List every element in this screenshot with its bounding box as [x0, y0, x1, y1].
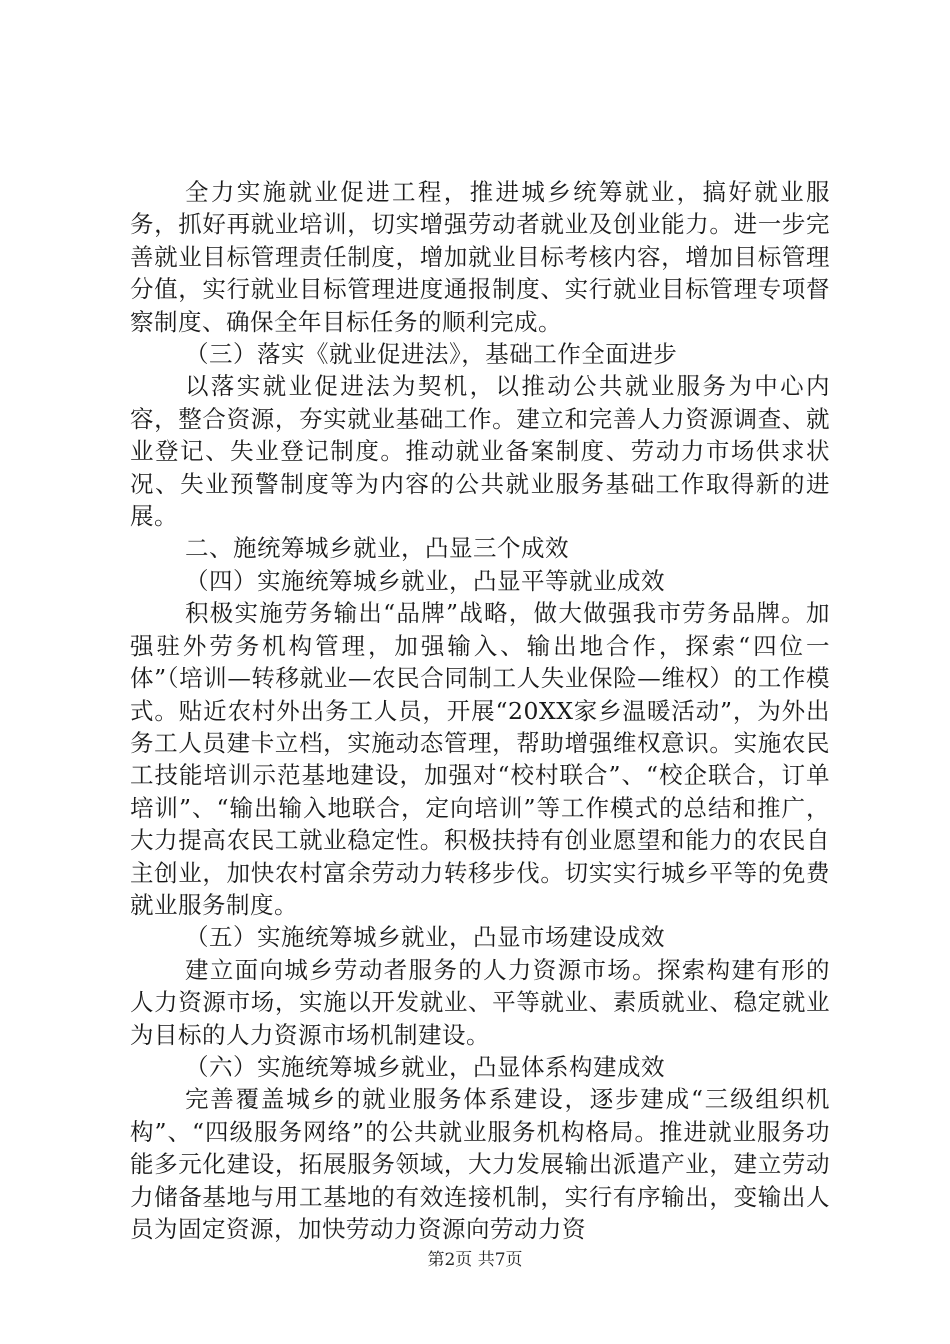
section-heading-4: （四）实施统筹城乡就业，凸显平等就业成效 [185, 566, 665, 595]
section-heading-5: （五）实施统筹城乡就业，凸显市场建设成效 [185, 923, 665, 952]
paragraph-hr-market: 建立面向城乡劳动者服务的人力资源市场。探索构建有形的人力资源市场，实施以开发就业、平等就业、素质就业、稳定就业为目标的人力资源市场机制建设。 [130, 955, 830, 1049]
paragraph-basic-work: 以落实就业促进法为契机，以推动公共就业服务为中心内容，整合资源，夯实就业基础工作。建立和完善人力资源调查、就业登记、失业登记制度。推动就业备案制度、劳动力市场供求状况、失业预警制度等为内容的公共就业服务基础工作取得新的进展。 [130, 372, 830, 531]
section-heading-6: （六）实施统筹城乡就业，凸显体系构建成效 [185, 1052, 665, 1081]
paragraph-service-system: 完善覆盖城乡的就业服务体系建设，逐步建成“三级组织机构”、“四级服务网络”的公共就业服务机构格局。推进就业服务功能多元化建设，拓展服务领域，大力发展输出派遣产业，建立劳动力储备基地与用工基地的有效连接机制，实行有序输出，变输出人员为固定资源，加快劳动力资源向劳动力资 [130, 1085, 830, 1243]
document-body [130, 176, 830, 1245]
paragraph-labor-export: 积极实施劳务输出“品牌”战略，做大做强我市劳务品牌。加强驻外劳务机构管理，加强输入、输出地合作，探索“四位一体”（培训—转移就业—农民合同制工人失业保险—维权）的工作模式。贴近农村外出务工人员，开展“20XX家乡温暖活动”，为外出务工人员建卡立档，实施动态管理，帮助增强维权意识。实施农民工技能培训示范基地建设，加强对“校村联合”、“校企联合，订单培训”、“输出输入地联合，定向培训”等工作模式的总结和推广，大力提高农民工就业稳定性。积极扶持有创业愿望和能力的农民自主创业，加快农村富余劳动力转移步伐。切实实行城乡平等的免费就业服务制度。 [130, 599, 830, 919]
paragraph-employment-promotion: 全力实施就业促进工程，推进城乡统筹就业，搞好就业服务，抓好再就业培训，切实增强劳动者就业及创业能力。进一步完善就业目标管理责任制度，增加就业目标考核内容，增加目标管理分值，实行就业目标管理进度通报制度、实行就业目标管理专项督察制度、确保全年目标任务的顺利完成。 [130, 178, 830, 336]
page-number-footer: 第2页 共7页 [427, 1250, 523, 1270]
section-heading-3: （三）落实《就业促进法》，基础工作全面进步 [185, 340, 678, 369]
section-heading-2: 二、施统筹城乡就业，凸显三个成效 [185, 534, 569, 563]
